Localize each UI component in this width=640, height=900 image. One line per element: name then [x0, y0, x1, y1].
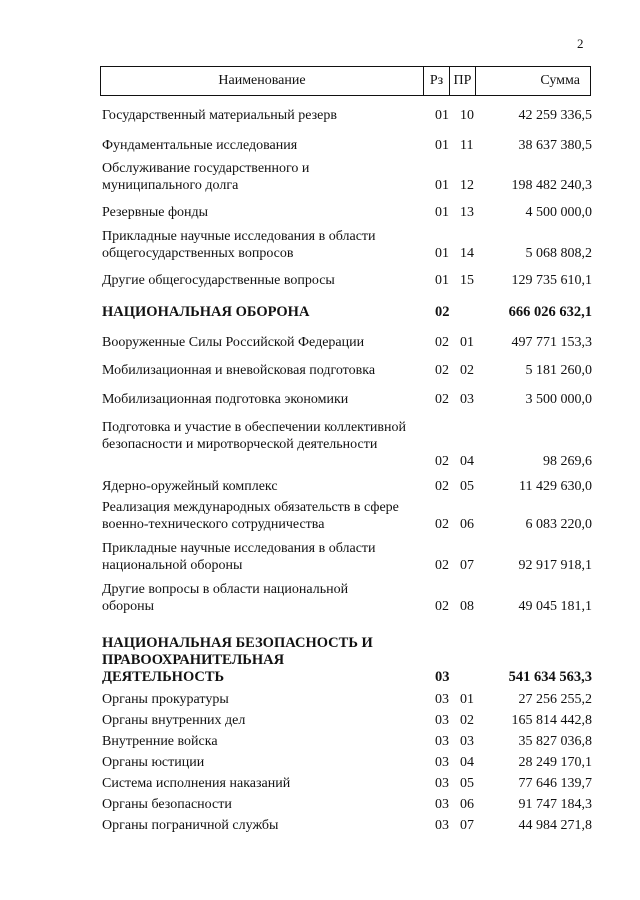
table-row [102, 272, 592, 289]
row-sum: 4 500 000,0 [525, 205, 592, 220]
row-rz: 03 [435, 818, 449, 833]
row-name: Другие вопросы в области национальной обороны [102, 582, 349, 614]
section-row [102, 304, 592, 321]
row-rz: 03 [435, 776, 449, 791]
table-row [102, 478, 592, 495]
section-name: НАЦИОНАЛЬНАЯ ОБОРОНА [102, 304, 310, 320]
table-row [102, 160, 592, 194]
row-pr: 10 [460, 108, 474, 123]
row-rz: 01 [435, 273, 449, 288]
row-pr: 04 [460, 454, 474, 469]
row-sum: 42 259 336,5 [518, 108, 592, 123]
table-row [102, 817, 592, 834]
row-name: Прикладные научные исследования в области национальной обороны [102, 541, 376, 573]
row-sum: 35 827 036,8 [518, 734, 592, 749]
row-name: Подготовка и участие в обеспечении коллективной безопасности и миротворческой деятельности [102, 420, 407, 452]
row-pr: 07 [460, 558, 474, 573]
table-row [102, 419, 592, 470]
table-row [102, 712, 592, 729]
section-sum: 541 634 563,3 [508, 669, 592, 685]
row-rz: 03 [435, 713, 449, 728]
table-row [102, 137, 592, 154]
row-name: Обслуживание государственного и муниципального долга [102, 161, 310, 193]
row-sum: 91 747 184,3 [518, 797, 592, 812]
row-sum: 27 256 255,2 [518, 692, 592, 707]
row-name: Органы юстиции [102, 755, 205, 770]
row-rz: 01 [435, 138, 449, 153]
row-name: Мобилизационная и вневойсковая подготовка [102, 363, 376, 378]
row-rz: 02 [435, 558, 449, 573]
row-sum: 92 917 918,1 [518, 558, 592, 573]
header-pr: ПР [450, 67, 476, 95]
page-number: 2 [577, 36, 584, 51]
row-sum: 3 500 000,0 [525, 392, 592, 407]
table-row [102, 228, 592, 262]
header-rz: Рз [424, 67, 450, 95]
row-sum: 49 045 181,1 [518, 599, 592, 614]
section-rz: 02 [435, 304, 450, 320]
row-rz: 01 [435, 246, 449, 261]
row-sum: 98 269,6 [543, 454, 592, 469]
table-row [102, 204, 592, 221]
row-rz: 03 [435, 692, 449, 707]
row-rz: 01 [435, 205, 449, 220]
table-row [102, 499, 592, 533]
row-pr: 04 [460, 755, 474, 770]
row-pr: 03 [460, 734, 474, 749]
table-header [100, 66, 591, 96]
row-name: Фундаментальные исследования [102, 138, 298, 153]
row-sum: 28 249 170,1 [518, 755, 592, 770]
row-pr: 05 [460, 479, 474, 494]
row-name: Реализация международных обязательств в сфере военно-технического сотрудничества [102, 500, 399, 532]
row-pr: 06 [460, 517, 474, 532]
row-pr: 08 [460, 599, 474, 614]
row-pr: 02 [460, 363, 474, 378]
row-pr: 14 [460, 246, 474, 261]
row-pr: 03 [460, 392, 474, 407]
row-sum: 165 814 442,8 [511, 713, 592, 728]
table-row [102, 733, 592, 750]
row-name: Внутренние войска [102, 734, 218, 749]
section-name: НАЦИОНАЛЬНАЯ БЕЗОПАСНОСТЬ И ПРАВООХРАНИТЕЛЬНАЯ ДЕЯТЕЛЬНОСТЬ [102, 635, 373, 685]
row-pr: 12 [460, 178, 474, 193]
row-name: Другие общегосударственные вопросы [102, 273, 335, 288]
table-row [102, 540, 592, 574]
row-sum: 5 181 260,0 [525, 363, 592, 378]
section-row [102, 635, 592, 686]
section-rz: 03 [435, 669, 450, 685]
row-name: Органы пограничной службы [102, 818, 279, 833]
row-sum: 11 429 630,0 [519, 479, 592, 494]
row-name: Органы безопасности [102, 797, 232, 812]
table-row [102, 796, 592, 813]
row-rz: 02 [435, 363, 449, 378]
row-name: Система исполнения наказаний [102, 776, 291, 791]
row-sum: 44 984 271,8 [518, 818, 592, 833]
row-rz: 01 [435, 178, 449, 193]
row-rz: 02 [435, 454, 449, 469]
table-row [102, 362, 592, 379]
row-sum: 38 637 380,5 [518, 138, 592, 153]
table-row [102, 107, 592, 124]
header-sum: Сумма [540, 73, 580, 88]
header-name: Наименование [101, 67, 424, 95]
row-sum: 497 771 153,3 [511, 335, 592, 350]
row-rz: 03 [435, 755, 449, 770]
section-sum: 666 026 632,1 [508, 304, 592, 320]
row-pr: 06 [460, 797, 474, 812]
row-pr: 01 [460, 335, 474, 350]
row-name: Резервные фонды [102, 205, 209, 220]
row-pr: 11 [460, 138, 474, 153]
row-rz: 02 [435, 392, 449, 407]
row-name: Прикладные научные исследования в области общегосударственных вопросов [102, 229, 376, 261]
row-pr: 13 [460, 205, 474, 220]
row-rz: 02 [435, 479, 449, 494]
row-sum: 77 646 139,7 [518, 776, 592, 791]
row-pr: 05 [460, 776, 474, 791]
table-row [102, 334, 592, 351]
table-row [102, 754, 592, 771]
row-rz: 01 [435, 108, 449, 123]
row-rz: 02 [435, 335, 449, 350]
row-sum: 129 735 610,1 [511, 273, 592, 288]
row-sum: 6 083 220,0 [525, 517, 592, 532]
row-pr: 01 [460, 692, 474, 707]
row-name: Органы внутренних дел [102, 713, 246, 728]
row-rz: 03 [435, 734, 449, 749]
table-row [102, 581, 592, 615]
table-row [102, 691, 592, 708]
row-rz: 02 [435, 599, 449, 614]
row-pr: 07 [460, 818, 474, 833]
row-name: Мобилизационная подготовка экономики [102, 392, 349, 407]
row-rz: 03 [435, 797, 449, 812]
row-pr: 15 [460, 273, 474, 288]
row-sum: 5 068 808,2 [525, 246, 592, 261]
table-row [102, 391, 592, 408]
row-name: Вооруженные Силы Российской Федерации [102, 335, 365, 350]
row-pr: 02 [460, 713, 474, 728]
row-sum: 198 482 240,3 [511, 178, 592, 193]
row-name: Ядерно-оружейный комплекс [102, 479, 278, 494]
row-rz: 02 [435, 517, 449, 532]
row-name: Государственный материальный резерв [102, 108, 337, 123]
table-row [102, 775, 592, 792]
row-name: Органы прокуратуры [102, 692, 229, 707]
